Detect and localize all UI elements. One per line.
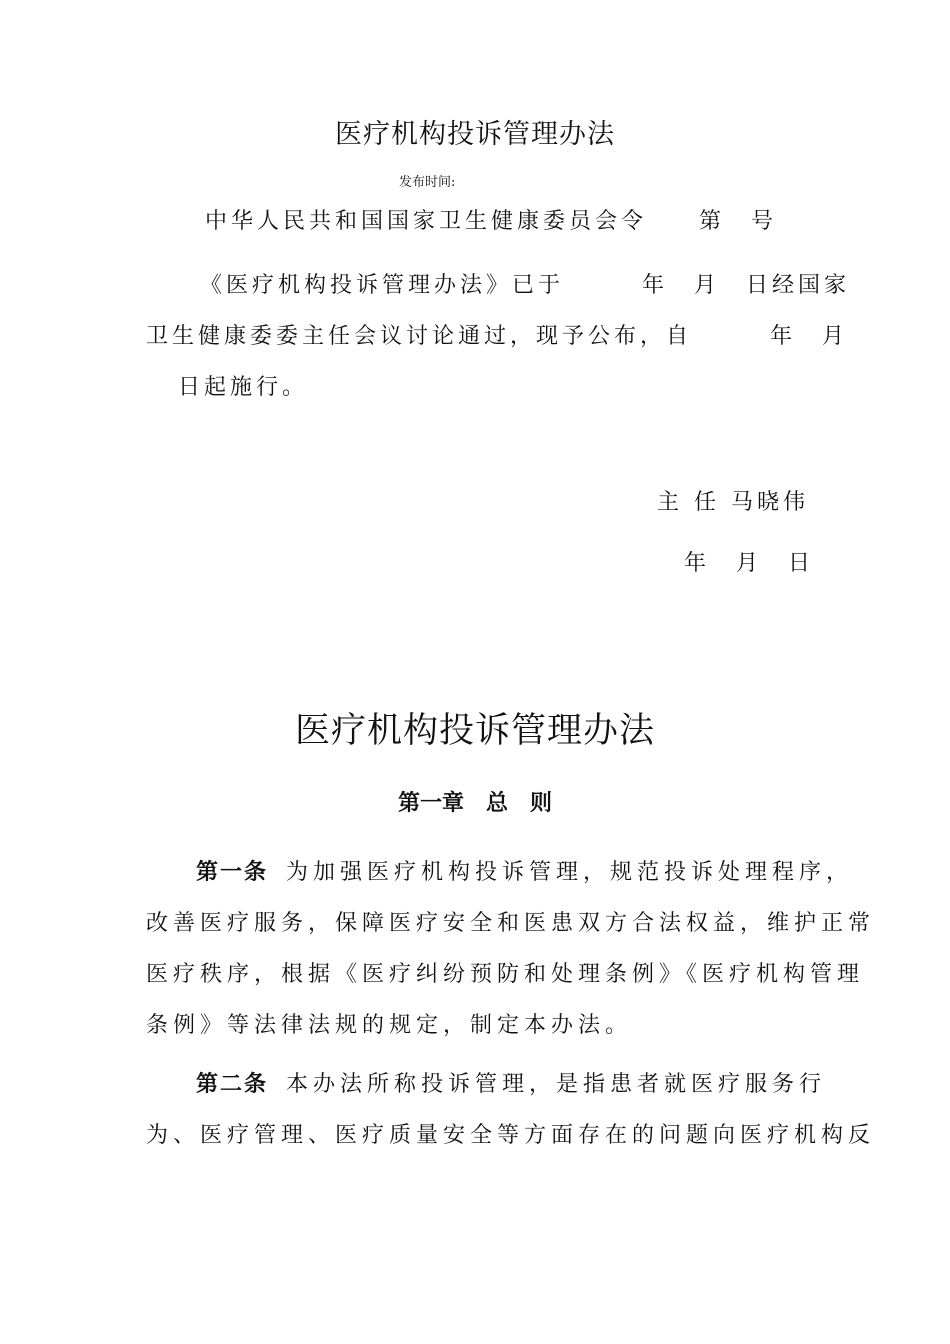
order-title: 医疗机构投诉管理办法 — [335, 119, 615, 150]
announcement-line-3: 日起施行。 — [178, 375, 309, 400]
document-title: 医疗机构投诉管理办法 — [294, 711, 655, 751]
article-2-line-1 — [196, 1067, 826, 1098]
publish-time-label: 发布时间: — [399, 175, 456, 190]
chapter-heading: 第一章 总 则 — [397, 791, 552, 816]
article-1-line-1 — [196, 855, 853, 886]
article-1-line-3: 医疗秩序，根据《医疗纠纷预防和处理条例》《医疗机构管理 — [146, 962, 865, 987]
announcement-line-2: 卫生健康委委主任会议讨论通过，现予公布，自 年 月 — [146, 324, 849, 349]
director-signature: 主 任 马晓伟 — [657, 490, 809, 515]
announcement-line-1: 《医疗机构投诉管理办法》已于 年 月 日经国家 — [200, 273, 851, 298]
order-number-line: 中华人民共和国国家卫生健康委员会令 第 号 — [205, 209, 778, 234]
article-1-text-1: 为加强医疗机构投诉管理，规范投诉处理程序， — [286, 860, 854, 885]
article-2-line-2: 为、医疗管理、医疗质量安全等方面存在的问题向医疗机构反 — [146, 1123, 876, 1148]
article-2-label: 第二条 — [196, 1072, 269, 1097]
article-2-text-1: 本办法所称投诉管理，是指患者就医疗服务行 — [286, 1072, 827, 1097]
signature-date: 年 月 日 — [684, 551, 815, 576]
article-1-line-2: 改善医疗服务，保障医疗安全和医患双方合法权益，维护正常 — [146, 911, 876, 936]
article-1-label: 第一条 — [196, 860, 269, 885]
article-1-line-4: 条例》等法律法规的规定，制定本办法。 — [146, 1013, 633, 1038]
